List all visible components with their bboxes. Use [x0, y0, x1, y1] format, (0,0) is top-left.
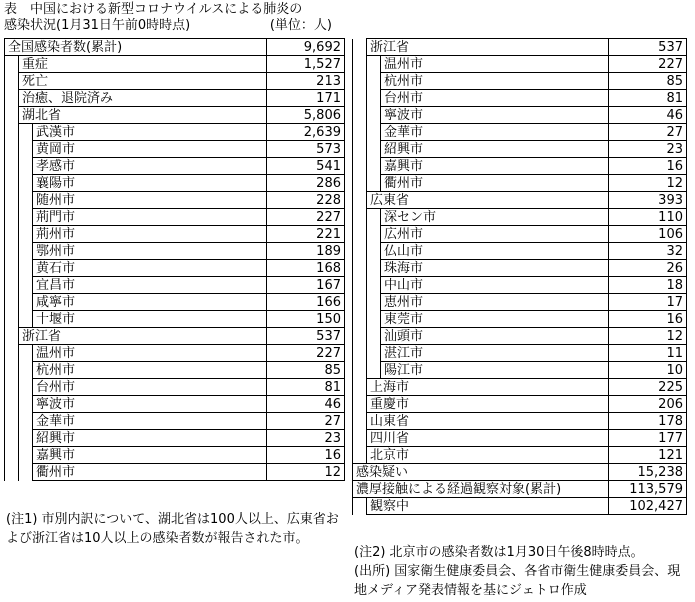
row-label: 台州市	[33, 379, 267, 396]
table-row	[353, 243, 687, 260]
row-value: 23	[267, 430, 345, 447]
row-label: 鄂州市	[33, 243, 267, 260]
table-title	[4, 2, 344, 34]
source-note: (出所) 国家衛生健康委員会、各省市衛生健康委員会、現地メディア発表情報を基にジェトロ作成	[354, 564, 681, 598]
indent-cell	[367, 277, 381, 294]
indent-cell	[353, 379, 367, 396]
indent-cell	[19, 294, 33, 311]
row-label: 杭州市	[33, 362, 267, 379]
row-label: 温州市	[381, 56, 609, 73]
row-label: 珠海市	[381, 260, 609, 277]
row-label: 山東省	[367, 413, 609, 430]
row-label: 浙江省	[19, 328, 267, 345]
row-value: 110	[609, 209, 687, 226]
row-value: 12	[609, 175, 687, 192]
indent-cell	[353, 158, 367, 175]
row-label: 広州市	[381, 226, 609, 243]
row-label: 衢州市	[381, 175, 609, 192]
indent-cell	[367, 175, 381, 192]
row-label: 上海市	[367, 379, 609, 396]
row-value: 393	[609, 192, 687, 209]
row-label: 恵州市	[381, 294, 609, 311]
table-row	[5, 345, 345, 362]
row-label: 嘉興市	[381, 158, 609, 175]
row-label: 衢州市	[33, 464, 267, 481]
indent-cell	[367, 73, 381, 90]
row-value: 121	[609, 447, 687, 464]
row-value: 286	[267, 175, 345, 192]
row-label: 荊門市	[33, 209, 267, 226]
table-row	[5, 209, 345, 226]
indent-cell	[353, 73, 367, 90]
title-line2: 感染状況(1月31日午前0時時点)	[4, 18, 191, 33]
indent-cell	[19, 175, 33, 192]
row-label: 湖北省	[19, 107, 267, 124]
row-label: 全国感染者数(累計)	[5, 39, 267, 56]
table-row	[353, 396, 687, 413]
row-label: 紹興市	[33, 430, 267, 447]
table-row	[5, 73, 345, 90]
indent-cell	[5, 430, 19, 447]
row-value: 12	[609, 328, 687, 345]
row-value: 27	[267, 413, 345, 430]
row-value: 16	[267, 447, 345, 464]
indent-cell	[5, 158, 19, 175]
indent-cell	[353, 90, 367, 107]
table-row	[353, 192, 687, 209]
indent-cell	[19, 260, 33, 277]
table-row	[353, 362, 687, 379]
row-value: 227	[267, 345, 345, 362]
row-value: 177	[609, 430, 687, 447]
table-row	[353, 311, 687, 328]
indent-cell	[367, 141, 381, 158]
indent-cell	[5, 209, 19, 226]
indent-cell	[353, 328, 367, 345]
indent-cell	[19, 464, 33, 481]
table-row	[5, 107, 345, 124]
indent-cell	[353, 175, 367, 192]
row-value: 16	[609, 158, 687, 175]
row-value: 537	[609, 39, 687, 56]
indent-cell	[367, 294, 381, 311]
table-row	[353, 175, 687, 192]
indent-cell	[367, 328, 381, 345]
indent-cell	[19, 192, 33, 209]
row-value: 5,806	[267, 107, 345, 124]
row-value: 227	[267, 209, 345, 226]
row-value: 23	[609, 141, 687, 158]
indent-cell	[19, 124, 33, 141]
table-row	[5, 260, 345, 277]
row-label: 死亡	[19, 73, 267, 90]
indent-cell	[19, 379, 33, 396]
indent-cell	[5, 141, 19, 158]
indent-cell	[367, 209, 381, 226]
indent-cell	[353, 447, 367, 464]
row-value: 32	[609, 243, 687, 260]
indent-cell	[367, 260, 381, 277]
indent-cell	[353, 39, 367, 56]
row-label: 治癒、退院済み	[19, 90, 267, 107]
indent-cell	[5, 379, 19, 396]
table-row	[353, 260, 687, 277]
row-label: 紹興市	[381, 141, 609, 158]
row-label: 台州市	[381, 90, 609, 107]
row-value: 537	[267, 328, 345, 345]
row-value: 46	[609, 107, 687, 124]
indent-cell	[353, 209, 367, 226]
row-value: 10	[609, 362, 687, 379]
indent-cell	[5, 260, 19, 277]
notes-block	[354, 543, 689, 600]
indent-cell	[5, 294, 19, 311]
indent-cell	[19, 277, 33, 294]
row-label: 金華市	[381, 124, 609, 141]
indent-cell	[5, 56, 19, 73]
row-label: 中山市	[381, 277, 609, 294]
table-row	[353, 90, 687, 107]
indent-cell	[353, 277, 367, 294]
table-row	[353, 464, 687, 481]
indent-cell	[5, 464, 19, 481]
row-value: 16	[609, 311, 687, 328]
indent-cell	[19, 141, 33, 158]
indent-cell	[367, 226, 381, 243]
table-row	[353, 413, 687, 430]
row-value: 213	[267, 73, 345, 90]
table-row	[353, 345, 687, 362]
row-value: 225	[609, 379, 687, 396]
indent-cell	[19, 209, 33, 226]
row-label: 十堰市	[33, 311, 267, 328]
row-value: 9,692	[267, 39, 345, 56]
indent-cell	[353, 362, 367, 379]
row-value: 189	[267, 243, 345, 260]
unit-label: (単位：人)	[269, 18, 332, 33]
row-label: 東莞市	[381, 311, 609, 328]
row-value: 1,527	[267, 56, 345, 73]
indent-cell	[367, 243, 381, 260]
row-value: 227	[609, 56, 687, 73]
indent-cell	[353, 396, 367, 413]
row-value: 167	[267, 277, 345, 294]
row-value: 228	[267, 192, 345, 209]
indent-cell	[367, 90, 381, 107]
row-label: 黄岡市	[33, 141, 267, 158]
indent-cell	[19, 345, 33, 362]
indent-cell	[5, 192, 19, 209]
row-label: 随州市	[33, 192, 267, 209]
row-value: 85	[609, 73, 687, 90]
row-value: 81	[609, 90, 687, 107]
note-2: (注2) 北京市の感染者数は1月30日午後8時時点。	[354, 545, 644, 560]
indent-cell	[19, 413, 33, 430]
indent-cell	[367, 158, 381, 175]
indent-cell	[353, 430, 367, 447]
table-row	[5, 56, 345, 73]
indent-cell	[353, 260, 367, 277]
note-1: (注1) 市別内訳について、湖北省は100人以上、広東省および浙江省は10人以上の感染者数が報告された市。	[6, 512, 339, 546]
table-row	[353, 158, 687, 175]
table-row	[5, 175, 345, 192]
row-value: 206	[609, 396, 687, 413]
row-label: 浙江省	[367, 39, 609, 56]
row-label: 杭州市	[381, 73, 609, 90]
indent-cell	[5, 328, 19, 345]
indent-cell	[5, 311, 19, 328]
row-value: 113,579	[609, 481, 687, 498]
table-row	[353, 430, 687, 447]
row-label: 観察中	[367, 498, 609, 515]
indent-cell	[353, 243, 367, 260]
indent-cell	[5, 396, 19, 413]
row-value: 541	[267, 158, 345, 175]
table-row	[5, 90, 345, 107]
table-row	[353, 481, 687, 498]
indent-cell	[353, 141, 367, 158]
indent-cell	[367, 311, 381, 328]
row-label: 孝感市	[33, 158, 267, 175]
table-row	[5, 396, 345, 413]
row-label: 四川省	[367, 430, 609, 447]
table-row	[5, 328, 345, 345]
indent-cell	[19, 396, 33, 413]
row-value: 2,639	[267, 124, 345, 141]
indent-cell	[353, 124, 367, 141]
row-value: 106	[609, 226, 687, 243]
row-label: 重慶市	[367, 396, 609, 413]
row-value: 573	[267, 141, 345, 158]
row-label: 温州市	[33, 345, 267, 362]
row-label: 重症	[19, 56, 267, 73]
table-row	[5, 379, 345, 396]
indent-cell	[367, 345, 381, 362]
row-label: 嘉興市	[33, 447, 267, 464]
row-value: 81	[267, 379, 345, 396]
indent-cell	[5, 73, 19, 90]
table-row	[353, 209, 687, 226]
indent-cell	[19, 430, 33, 447]
row-label: 濃厚接触による経過観察対象(累計)	[353, 481, 609, 498]
row-value: 15,238	[609, 464, 687, 481]
row-label: 咸寧市	[33, 294, 267, 311]
row-label: 仏山市	[381, 243, 609, 260]
indent-cell	[353, 311, 367, 328]
row-value: 171	[267, 90, 345, 107]
table-row	[5, 39, 345, 56]
indent-cell	[367, 56, 381, 73]
indent-cell	[353, 294, 367, 311]
table-row	[5, 141, 345, 158]
row-label: 感染疑い	[353, 464, 609, 481]
table-row	[353, 107, 687, 124]
row-label: 宜昌市	[33, 277, 267, 294]
indent-cell	[5, 447, 19, 464]
table-row	[353, 124, 687, 141]
indent-cell	[367, 124, 381, 141]
indent-cell	[353, 498, 367, 515]
table-row	[353, 294, 687, 311]
table-row	[5, 362, 345, 379]
table-row	[353, 56, 687, 73]
table-row	[353, 379, 687, 396]
table-row	[5, 413, 345, 430]
indent-cell	[19, 311, 33, 328]
indent-cell	[19, 243, 33, 260]
row-label: 広東省	[367, 192, 609, 209]
indent-cell	[367, 362, 381, 379]
indent-cell	[5, 90, 19, 107]
row-label: 寧波市	[381, 107, 609, 124]
row-value: 150	[267, 311, 345, 328]
table-row	[5, 124, 345, 141]
row-value: 46	[267, 396, 345, 413]
row-label: 武漢市	[33, 124, 267, 141]
table-row	[5, 464, 345, 481]
row-value: 12	[267, 464, 345, 481]
indent-cell	[353, 413, 367, 430]
left-table	[4, 38, 345, 481]
indent-cell	[367, 107, 381, 124]
row-value: 102,427	[609, 498, 687, 515]
table-row	[5, 243, 345, 260]
row-value: 11	[609, 345, 687, 362]
row-value: 166	[267, 294, 345, 311]
row-value: 18	[609, 277, 687, 294]
indent-cell	[353, 56, 367, 73]
table-row	[5, 311, 345, 328]
table-row	[353, 447, 687, 464]
table-row	[353, 226, 687, 243]
table-row	[5, 294, 345, 311]
row-value: 17	[609, 294, 687, 311]
row-label: 荊州市	[33, 226, 267, 243]
indent-cell	[353, 226, 367, 243]
indent-cell	[353, 107, 367, 124]
right-table	[352, 38, 687, 515]
table-row	[353, 39, 687, 56]
table-row	[5, 158, 345, 175]
table-row	[5, 430, 345, 447]
table-row	[353, 73, 687, 90]
indent-cell	[353, 192, 367, 209]
table-row	[5, 192, 345, 209]
table-row	[353, 277, 687, 294]
table-row	[353, 328, 687, 345]
row-label: 寧波市	[33, 396, 267, 413]
row-value: 27	[609, 124, 687, 141]
indent-cell	[5, 175, 19, 192]
table-row	[5, 447, 345, 464]
indent-cell	[353, 345, 367, 362]
row-label: 陽江市	[381, 362, 609, 379]
table-row	[353, 141, 687, 158]
row-label: 黄石市	[33, 260, 267, 277]
row-value: 85	[267, 362, 345, 379]
row-label: 北京市	[367, 447, 609, 464]
indent-cell	[5, 413, 19, 430]
indent-cell	[5, 124, 19, 141]
row-label: 襄陽市	[33, 175, 267, 192]
indent-cell	[5, 107, 19, 124]
row-value: 168	[267, 260, 345, 277]
title-line1: 表 中国における新型コロナウイルスによる肺炎の	[4, 2, 303, 17]
indent-cell	[5, 277, 19, 294]
row-value: 26	[609, 260, 687, 277]
indent-cell	[5, 243, 19, 260]
indent-cell	[5, 362, 19, 379]
indent-cell	[19, 362, 33, 379]
indent-cell	[19, 447, 33, 464]
row-value: 178	[609, 413, 687, 430]
table-row	[353, 498, 687, 515]
row-label: 金華市	[33, 413, 267, 430]
table-row	[5, 226, 345, 243]
row-label: 湛江市	[381, 345, 609, 362]
indent-cell	[19, 226, 33, 243]
row-label: 深セン市	[381, 209, 609, 226]
row-label: 汕頭市	[381, 328, 609, 345]
table-row	[5, 277, 345, 294]
indent-cell	[5, 226, 19, 243]
indent-cell	[5, 345, 19, 362]
indent-cell	[19, 158, 33, 175]
row-value: 221	[267, 226, 345, 243]
